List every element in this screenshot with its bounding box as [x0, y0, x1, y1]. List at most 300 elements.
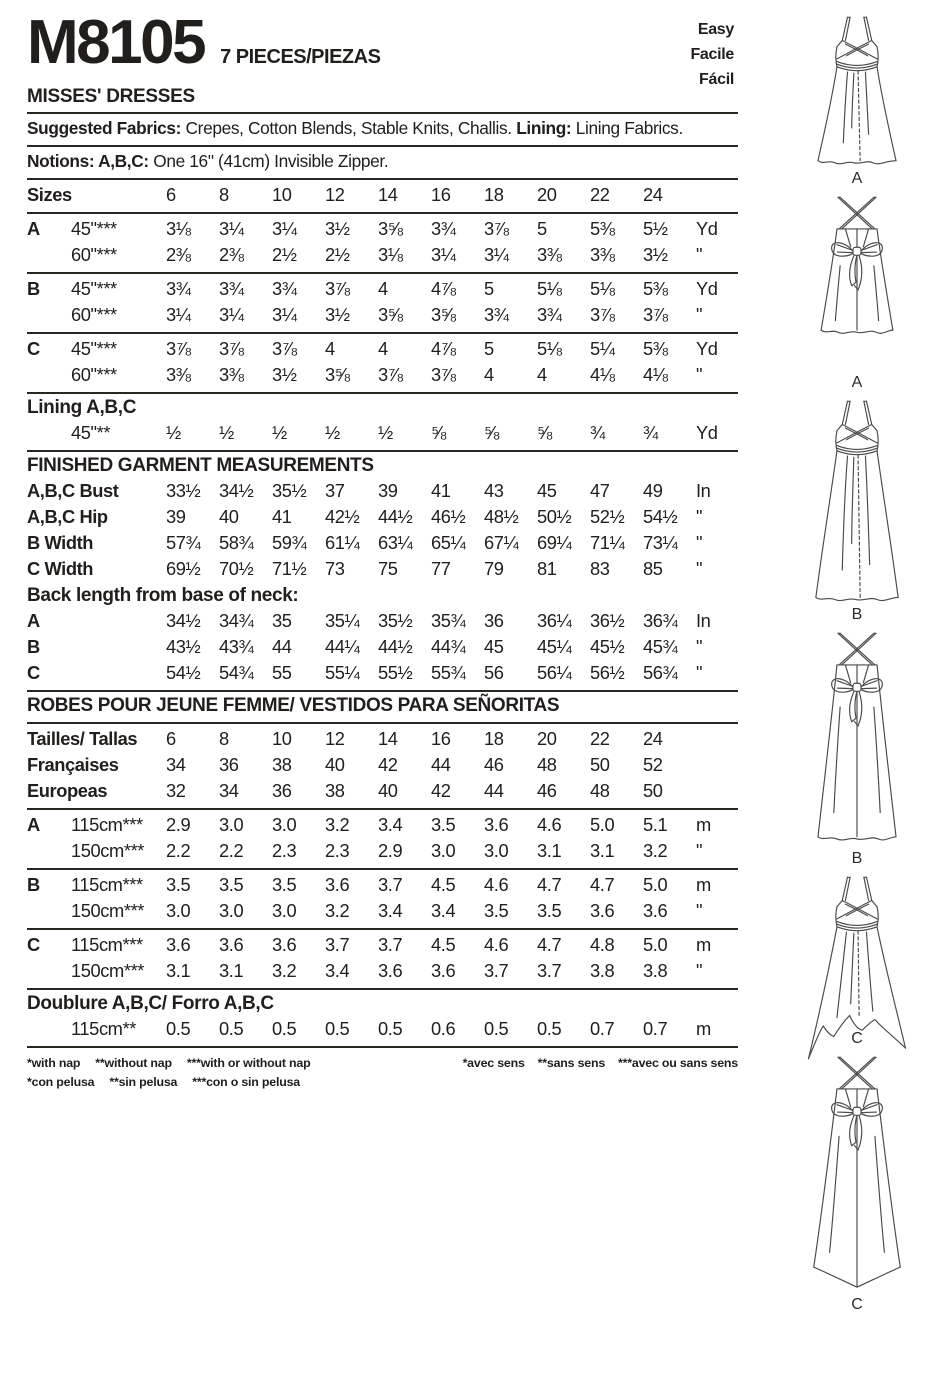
value-cell: 3⅜: [537, 244, 562, 265]
value-cell: 3.6: [219, 934, 244, 955]
row-width-label: 45"**: [71, 422, 111, 443]
value-cell: 39: [166, 506, 186, 527]
value-cell: 3.7: [378, 874, 403, 895]
row-width-label: 60"***: [71, 304, 117, 325]
divider: [27, 1046, 738, 1048]
value-cell: 5⅛: [590, 278, 615, 299]
value-cell: 3¼: [219, 304, 244, 325]
value-cell: 55: [272, 662, 292, 683]
suggested-fabrics-line: [27, 116, 738, 141]
value-cell: 3.0: [484, 840, 509, 861]
value-cell: ½: [166, 422, 181, 443]
value-cell: 3⅝: [325, 364, 350, 385]
value-cell: 3⅞: [590, 304, 615, 325]
value-cell: 2.2: [219, 840, 244, 861]
table-row: [27, 660, 738, 686]
value-cell: 67¼: [484, 532, 519, 553]
table-row: [27, 302, 738, 328]
difficulty-spanish: Fácil: [699, 70, 734, 88]
footnote-avec-sens: *avec sens: [462, 1056, 525, 1070]
value-cell: 4.6: [537, 814, 562, 835]
value-cell: 85: [643, 558, 663, 579]
row-view-label: A: [27, 814, 40, 835]
value-cell: 3.0: [219, 814, 244, 835]
value-cell: 56: [484, 662, 504, 683]
value-cell: 4.7: [537, 874, 562, 895]
value-cell: 61¼: [325, 532, 360, 553]
row-width-label: 60"***: [71, 244, 117, 265]
document-title: MISSES' DRESSES: [27, 86, 195, 107]
value-cell: 3⅜: [219, 364, 244, 385]
value-cell: 34½: [166, 610, 201, 631]
value-cell: 39: [378, 480, 398, 501]
value-cell: 16: [431, 728, 451, 749]
footnote-with-or-without-nap: ***with or without nap: [186, 1056, 311, 1070]
value-cell: 5⅛: [537, 278, 562, 299]
pattern-number: M8105: [27, 8, 205, 77]
value-cell: 54½: [643, 506, 678, 527]
value-cell: 3½: [325, 218, 350, 239]
value-cell: 3⅝: [378, 304, 403, 325]
value-cell: 5¼: [590, 338, 615, 359]
divider: [27, 722, 738, 724]
divider: [27, 988, 738, 990]
value-cell: 3¼: [272, 304, 297, 325]
value-cell: 3.5: [537, 900, 562, 921]
value-cell: 3.6: [272, 934, 297, 955]
table-row: [27, 336, 738, 362]
value-cell: 3.1: [219, 960, 244, 981]
value-cell: 73: [325, 558, 345, 579]
metric-yardage-view-b: [27, 872, 738, 924]
view-label: B: [851, 606, 863, 624]
value-cell: 5.0: [643, 874, 668, 895]
unit-cell: ": [696, 304, 703, 325]
value-cell: 38: [325, 780, 345, 801]
difficulty-levels: [690, 18, 734, 92]
value-cell: 45¾: [643, 636, 678, 657]
back-length-heading: Back length from base of neck:: [27, 585, 299, 606]
illustration-dress-c-back: [799, 1052, 915, 1314]
value-cell: 20: [537, 728, 557, 749]
divider: [27, 212, 738, 214]
value-cell: 3¾: [484, 304, 509, 325]
table-row: [27, 242, 738, 268]
value-cell: ⅝: [431, 422, 446, 443]
row-view-label: A: [27, 218, 40, 239]
row-label: Françaises: [27, 754, 119, 775]
unit-cell: ": [696, 244, 703, 265]
divider: [27, 808, 738, 810]
value-cell: 3.6: [431, 960, 456, 981]
value-cell: 5½: [643, 218, 668, 239]
value-cell: 3⅛: [166, 218, 191, 239]
value-cell: 33½: [166, 480, 201, 501]
divider: [27, 868, 738, 870]
value-cell: 44: [484, 780, 504, 801]
table-row: [27, 838, 738, 864]
value-cell: 63¼: [378, 532, 413, 553]
value-cell: 4.7: [537, 934, 562, 955]
value-cell: 0.6: [431, 1018, 456, 1039]
footnote-french: [463, 1054, 738, 1073]
table-row: [27, 478, 738, 504]
unit-cell: ": [696, 960, 703, 981]
value-cell: 24: [643, 184, 663, 205]
value-cell: 3⅝: [378, 218, 403, 239]
row-label: A,B,C Hip: [27, 506, 108, 527]
footnotes: [27, 1054, 738, 1092]
footnote-with-nap: *with nap: [27, 1056, 81, 1070]
value-cell: 3¾: [219, 278, 244, 299]
row-width-label: 45"***: [71, 218, 117, 239]
value-cell: 3.0: [431, 840, 456, 861]
value-cell: 56¼: [537, 662, 572, 683]
value-cell: 3⅞: [272, 338, 297, 359]
value-cell: 3.7: [484, 960, 509, 981]
value-cell: 42½: [325, 506, 360, 527]
table-row: [27, 726, 738, 752]
footnote-sans-sens: **sans sens: [537, 1056, 606, 1070]
value-cell: 3½: [272, 364, 297, 385]
value-cell: 3¾: [166, 278, 191, 299]
value-cell: 3.2: [643, 840, 668, 861]
value-cell: 50: [590, 754, 610, 775]
value-cell: 3¼: [431, 244, 456, 265]
value-cell: 3.6: [166, 934, 191, 955]
view-label: A: [851, 373, 863, 391]
unit-cell: ": [696, 532, 703, 553]
value-cell: 4.7: [590, 874, 615, 895]
value-cell: ½: [325, 422, 340, 443]
unit-cell: ": [696, 364, 703, 385]
doublure-table: [27, 1016, 738, 1042]
value-cell: 3⅝: [431, 304, 456, 325]
footnote-english: [27, 1054, 310, 1073]
value-cell: 5⅛: [537, 338, 562, 359]
unit-cell: In: [696, 480, 711, 501]
value-cell: 36¾: [643, 610, 678, 631]
difficulty-english: Easy: [697, 21, 734, 38]
value-cell: 4: [325, 338, 335, 359]
value-cell: 69½: [166, 558, 201, 579]
value-cell: 6: [166, 728, 176, 749]
value-cell: 3.7: [537, 960, 562, 981]
value-cell: 44¼: [325, 636, 360, 657]
value-cell: 3.6: [325, 874, 350, 895]
value-cell: ½: [378, 422, 393, 443]
value-cell: 35¾: [431, 610, 466, 631]
value-cell: 34¾: [219, 610, 254, 631]
value-cell: 43: [484, 480, 504, 501]
value-cell: 3¼: [166, 304, 191, 325]
value-cell: 3⅞: [219, 338, 244, 359]
value-cell: 10: [272, 184, 292, 205]
doublure-heading: Doublure A,B,C/ Forro A,B,C: [27, 993, 274, 1014]
value-cell: 20: [537, 184, 557, 205]
value-cell: 3.4: [378, 814, 403, 835]
value-cell: 75: [378, 558, 398, 579]
value-cell: 69¼: [537, 532, 572, 553]
value-cell: 49: [643, 480, 663, 501]
value-cell: 0.7: [590, 1018, 615, 1039]
content-column: [27, 0, 738, 1092]
value-cell: 4.6: [484, 874, 509, 895]
value-cell: 50: [643, 780, 663, 801]
value-cell: 34: [166, 754, 186, 775]
value-cell: 5: [484, 278, 494, 299]
unit-cell: ": [696, 558, 703, 579]
view-label: C: [851, 1296, 863, 1314]
divider: [27, 332, 738, 334]
dress-c-back-drawing: [799, 1052, 915, 1297]
value-cell: 43¾: [219, 636, 254, 657]
value-cell: ¾: [643, 422, 658, 443]
value-cell: 3½: [325, 304, 350, 325]
value-cell: 3.6: [378, 960, 403, 981]
row-width-label: 45"***: [71, 338, 117, 359]
value-cell: 5.1: [643, 814, 668, 835]
lining-heading: Lining A,B,C: [27, 397, 137, 418]
table-row: [27, 812, 738, 838]
value-cell: 3.0: [272, 814, 297, 835]
row-width-label: 150cm***: [71, 960, 145, 981]
value-cell: 8: [219, 728, 229, 749]
divider: [27, 272, 738, 274]
table-row: [27, 556, 738, 582]
value-cell: 3¾: [272, 278, 297, 299]
unit-cell: m: [696, 874, 711, 895]
row-view-label: B: [27, 278, 40, 299]
value-cell: 3⅜: [590, 244, 615, 265]
row-label: A,B,C Bust: [27, 480, 119, 501]
value-cell: 44¾: [431, 636, 466, 657]
row-width-label: 45"***: [71, 278, 117, 299]
illustration-dress-b-front: [799, 396, 915, 624]
yardage-table-view-c: [27, 336, 738, 388]
value-cell: ⅝: [537, 422, 552, 443]
value-cell: 22: [590, 184, 610, 205]
value-cell: 35¼: [325, 610, 360, 631]
value-cell: 0.5: [166, 1018, 191, 1039]
value-cell: 4.5: [431, 874, 456, 895]
value-cell: 48½: [484, 506, 519, 527]
table-row: [27, 182, 738, 208]
value-cell: 18: [484, 184, 504, 205]
value-cell: 40: [219, 506, 239, 527]
footnotes-left: [27, 1054, 310, 1092]
value-cell: 32: [166, 780, 186, 801]
value-cell: 73¼: [643, 532, 678, 553]
value-cell: 5.0: [590, 814, 615, 835]
fabrics-label: Suggested Fabrics:: [27, 118, 182, 138]
table-row: [27, 634, 738, 660]
unit-cell: Yd: [696, 422, 718, 443]
value-cell: 55¾: [431, 662, 466, 683]
value-cell: 5⅜: [590, 218, 615, 239]
value-cell: 57¾: [166, 532, 201, 553]
value-cell: 3⅞: [431, 364, 456, 385]
value-cell: 42: [431, 780, 451, 801]
value-cell: 3.1: [590, 840, 615, 861]
value-cell: 52: [643, 754, 663, 775]
value-cell: 5: [484, 338, 494, 359]
value-cell: 3.2: [272, 960, 297, 981]
value-cell: 3.7: [378, 934, 403, 955]
value-cell: 5⅜: [643, 278, 668, 299]
unit-cell: ": [696, 840, 703, 861]
table-row: [27, 216, 738, 242]
row-width-label: 115cm***: [71, 814, 143, 835]
unit-cell: m: [696, 1018, 711, 1039]
value-cell: 2½: [272, 244, 297, 265]
value-cell: 3.6: [484, 814, 509, 835]
value-cell: 48: [537, 754, 557, 775]
value-cell: 12: [325, 728, 345, 749]
unit-cell: ": [696, 636, 703, 657]
value-cell: 3.2: [325, 900, 350, 921]
value-cell: 3¼: [272, 218, 297, 239]
value-cell: 2.9: [166, 814, 191, 835]
table-row: [27, 932, 738, 958]
value-cell: 40: [378, 780, 398, 801]
value-cell: 36¼: [537, 610, 572, 631]
illustration-dress-c-front: [799, 872, 915, 1047]
value-cell: 3¾: [537, 304, 562, 325]
value-cell: 42: [378, 754, 398, 775]
unit-cell: In: [696, 610, 711, 631]
value-cell: 3.1: [166, 960, 191, 981]
footnote-avec-ou-sans-sens: ***avec ou sans sens: [618, 1056, 738, 1070]
value-cell: 71½: [272, 558, 307, 579]
row-width-label: 115cm***: [71, 934, 143, 955]
fabrics-text: Crepes, Cotton Blends, Stable Knits, Challis.: [185, 118, 512, 138]
value-cell: 3⅞: [325, 278, 350, 299]
dress-b-front-drawing: [799, 396, 915, 607]
value-cell: 81: [537, 558, 557, 579]
value-cell: 3.6: [590, 900, 615, 921]
row-label: B Width: [27, 532, 94, 553]
value-cell: 44½: [378, 506, 413, 527]
unit-cell: ": [696, 900, 703, 921]
footnote-without-nap: **without nap: [95, 1056, 172, 1070]
value-cell: 22: [590, 728, 610, 749]
value-cell: 56¾: [643, 662, 678, 683]
divider: [27, 450, 738, 452]
metric-sizes-table: [27, 726, 738, 804]
value-cell: 4.8: [590, 934, 615, 955]
value-cell: 40: [325, 754, 345, 775]
value-cell: 3.5: [272, 874, 297, 895]
row-label: B: [27, 636, 40, 657]
value-cell: 37: [325, 480, 345, 501]
row-label: Europeas: [27, 780, 108, 801]
table-row: [27, 898, 738, 924]
value-cell: 4: [484, 364, 494, 385]
row-label: C Width: [27, 558, 94, 579]
value-cell: 56½: [590, 662, 625, 683]
value-cell: 46½: [431, 506, 466, 527]
value-cell: 14: [378, 728, 398, 749]
row-view-label: C: [27, 338, 40, 359]
table-row: [27, 420, 738, 446]
value-cell: 3⅞: [484, 218, 509, 239]
value-cell: 65¼: [431, 532, 466, 553]
value-cell: 36: [272, 780, 292, 801]
value-cell: 3½: [643, 244, 668, 265]
value-cell: 36½: [590, 610, 625, 631]
value-cell: 0.5: [484, 1018, 509, 1039]
value-cell: 2.3: [325, 840, 350, 861]
row-view-label: C: [27, 934, 40, 955]
value-cell: 5: [537, 218, 547, 239]
view-label: C: [851, 1029, 863, 1047]
value-cell: 2⅜: [219, 244, 244, 265]
value-cell: 4⅛: [643, 364, 668, 385]
value-cell: 35½: [272, 480, 307, 501]
value-cell: 3.5: [484, 900, 509, 921]
lining-label: Lining:: [516, 118, 572, 138]
value-cell: 77: [431, 558, 451, 579]
value-cell: 54½: [166, 662, 201, 683]
difficulty-french: Facile: [690, 45, 734, 63]
unit-cell: Yd: [696, 338, 718, 359]
value-cell: 14: [378, 184, 398, 205]
table-row: [27, 530, 738, 556]
value-cell: 3⅜: [166, 364, 191, 385]
value-cell: 3⅞: [378, 364, 403, 385]
divider: [27, 928, 738, 930]
value-cell: 0.5: [272, 1018, 297, 1039]
row-width-label: 150cm***: [71, 900, 145, 921]
divider: [27, 690, 738, 692]
value-cell: 50½: [537, 506, 572, 527]
value-cell: 48: [590, 780, 610, 801]
value-cell: 45: [484, 636, 504, 657]
value-cell: 45: [537, 480, 557, 501]
value-cell: 3¼: [219, 218, 244, 239]
row-view-label: B: [27, 874, 40, 895]
table-row: [27, 504, 738, 530]
unit-cell: m: [696, 814, 711, 835]
value-cell: 3.2: [325, 814, 350, 835]
finished-measurements-table: [27, 478, 738, 582]
value-cell: 4: [537, 364, 547, 385]
illustration-dress-a-front: [799, 12, 915, 187]
value-cell: ¾: [590, 422, 605, 443]
value-cell: 2.2: [166, 840, 191, 861]
table-row: [27, 1016, 738, 1042]
metric-yardage-view-c: [27, 932, 738, 984]
value-cell: 3.1: [537, 840, 562, 861]
value-cell: 0.5: [325, 1018, 350, 1039]
value-cell: 3¾: [431, 218, 456, 239]
value-cell: 3.6: [643, 900, 668, 921]
value-cell: 43½: [166, 636, 201, 657]
value-cell: ⅝: [484, 422, 499, 443]
value-cell: 44½: [378, 636, 413, 657]
value-cell: 4⅞: [431, 338, 456, 359]
notions-text: One 16" (41cm) Invisible Zipper.: [153, 151, 389, 171]
unit-cell: ": [696, 662, 703, 683]
divider: [27, 178, 738, 180]
dress-a-back-drawing: [799, 192, 915, 373]
value-cell: 38: [272, 754, 292, 775]
value-cell: 3⅞: [643, 304, 668, 325]
value-cell: 3.0: [272, 900, 297, 921]
back-length-table: [27, 608, 738, 686]
sizes-header-row: [27, 182, 738, 208]
